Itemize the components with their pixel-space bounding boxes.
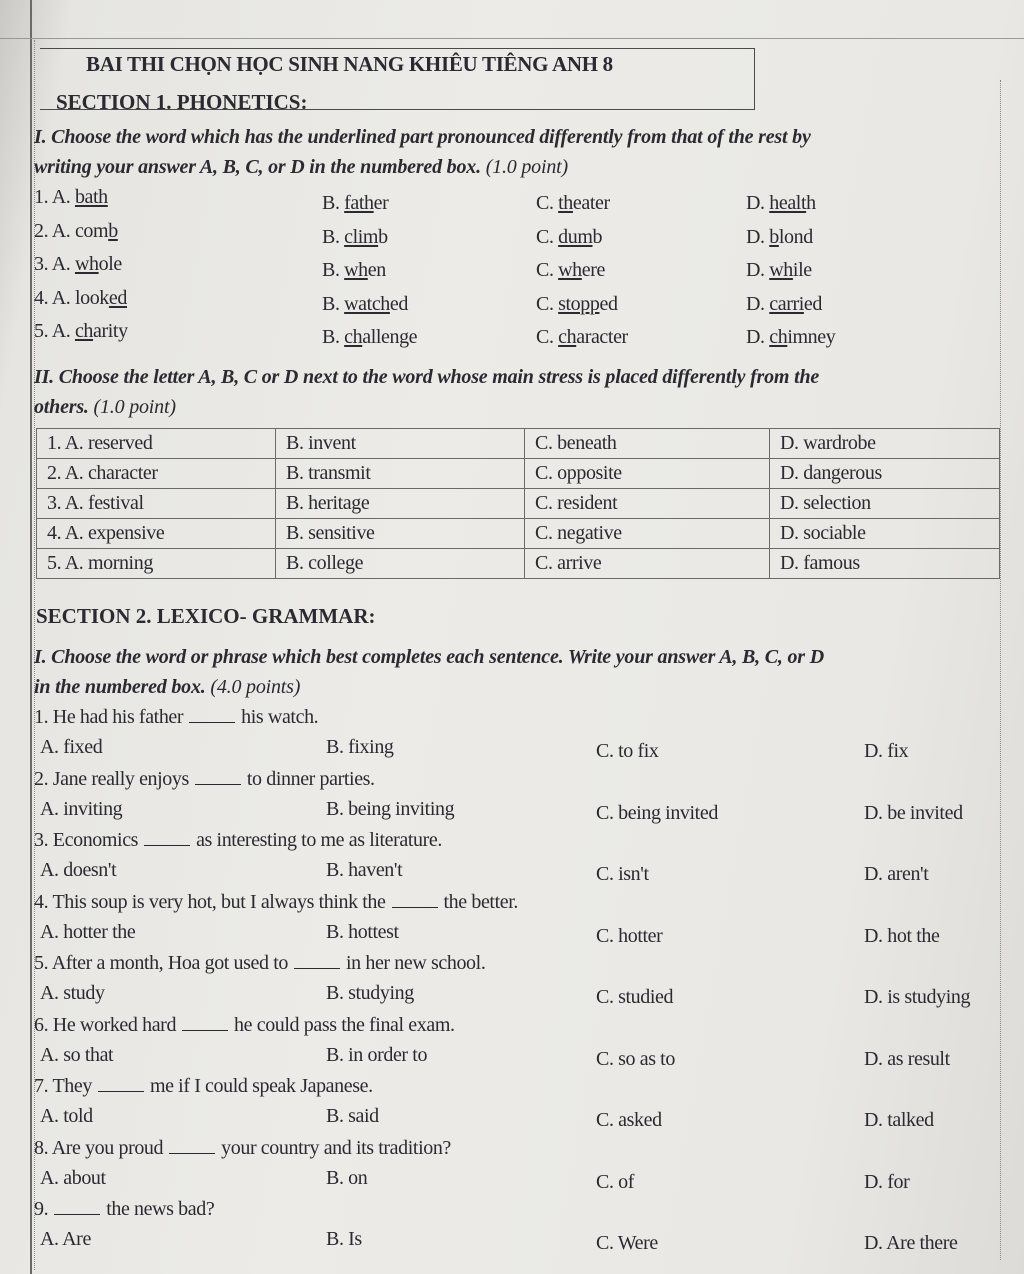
section2-title: SECTION 2. LEXICO- GRAMMAR:: [36, 604, 376, 628]
question-number: 2. A.: [34, 219, 75, 242]
grammar-option: C. of: [596, 1170, 635, 1193]
stress-table: [36, 428, 1000, 579]
grammar-question: [34, 706, 318, 729]
underlined-part: ch: [74, 320, 94, 342]
stress-cell: D. dangerous: [770, 459, 1000, 489]
word-part: B.: [322, 259, 345, 281]
answer-blank: [294, 952, 340, 969]
phonetics-option-a: [34, 220, 118, 243]
option-word: [322, 259, 386, 281]
stress-cell: B. invent: [276, 429, 525, 459]
question-stem: his watch.: [241, 706, 319, 728]
stress-cell: C. resident: [525, 489, 770, 519]
phonetics-option-a: [34, 320, 128, 343]
grammar-option: A. doesn't: [40, 859, 117, 881]
stress-cell: B. college: [276, 549, 525, 579]
points-label: (1.0 point): [93, 396, 176, 418]
stress-cell: 3. A. festival: [37, 489, 276, 519]
question-stem: the better.: [443, 890, 518, 913]
grammar-question: [34, 829, 442, 852]
question-stem: 7. They: [34, 1075, 92, 1097]
stress-cell: 5. A. morning: [37, 549, 276, 579]
option-word: [322, 192, 388, 214]
word-part: h: [806, 192, 816, 214]
grammar-option: A. study: [40, 982, 105, 1004]
stress-cell: 4. A. expensive: [37, 519, 276, 549]
grammar-option: A. fixed: [40, 736, 103, 758]
word-part: D.: [746, 225, 770, 248]
grammar-question: [34, 768, 375, 791]
word-part: ole: [98, 253, 122, 275]
word-part: ile: [792, 259, 812, 281]
stress-cell: D. sociable: [770, 519, 1000, 549]
section2-part1-instruction-line2: [34, 676, 300, 699]
question-number: 3. A.: [34, 253, 75, 275]
grammar-option: B. studying: [326, 982, 414, 1004]
question-stem: 2. Jane really enjoys: [34, 767, 189, 790]
grammar-option: A. told: [40, 1105, 93, 1127]
word-part: ed: [803, 292, 822, 315]
question-stem: your country and its tradition?: [221, 1136, 451, 1159]
phonetics-option-c: [536, 259, 605, 282]
question-stem: 5. After a month, Hoa got used to: [34, 952, 288, 974]
underlined-part: ch: [344, 326, 363, 348]
phonetics-option-b: [322, 192, 388, 215]
grammar-option: D. hot the: [864, 924, 940, 947]
word-part: D.: [746, 192, 770, 214]
stress-cell: D. famous: [770, 549, 1000, 579]
question-stem: 4. This soup is very hot, but I always think the: [34, 890, 386, 913]
grammar-option: B. Is: [326, 1228, 362, 1250]
grammar-option: D. Are there: [864, 1232, 958, 1254]
word-part: ed: [599, 292, 618, 315]
grammar-question: [34, 1137, 451, 1160]
phonetics-option-d: [746, 226, 813, 249]
grammar-option: A. about: [40, 1166, 106, 1189]
answer-blank: [392, 891, 438, 908]
question-stem: as interesting to me as literature.: [196, 829, 442, 851]
grammar-option: C. hotter: [596, 924, 663, 947]
option-word: [75, 287, 127, 309]
underlined-part: b: [108, 219, 118, 242]
grammar-option: D. as result: [864, 1047, 950, 1070]
word-part: allenge: [362, 326, 418, 348]
phonetics-option-d: [746, 293, 822, 316]
grammar-option: B. on: [326, 1166, 368, 1189]
phonetics-option-b: [322, 293, 408, 316]
word-part: B.: [322, 225, 345, 248]
phonetics-option-c: [536, 226, 602, 249]
underlined-part: stopp: [558, 292, 600, 315]
right-dotted-border: [1000, 80, 1001, 1260]
word-part: b: [378, 225, 388, 248]
underlined-part: wh: [558, 259, 582, 281]
grammar-option: A. Are: [40, 1228, 91, 1250]
stress-cell: C. negative: [525, 519, 770, 549]
section1-title: SECTION 1. PHONETICS:: [56, 90, 308, 114]
instruction-text: writing your answer A, B, C, or D in the numbered box.: [34, 156, 481, 178]
grammar-question: [34, 1198, 214, 1221]
grammar-question: [34, 891, 518, 914]
grammar-option: D. be invited: [864, 801, 963, 824]
option-word: [536, 192, 610, 214]
underlined-part: bath: [74, 186, 108, 208]
answer-blank: [169, 1137, 215, 1154]
grammar-option: B. in order to: [326, 1043, 428, 1066]
phonetics-option-a: [34, 253, 122, 276]
underlined-part: wh: [74, 253, 99, 275]
word-part: look: [74, 286, 109, 309]
word-part: C.: [536, 259, 559, 281]
underlined-part: wh: [769, 259, 793, 281]
option-word: [536, 259, 605, 281]
stress-row: [37, 429, 1000, 459]
word-part: arity: [93, 320, 128, 342]
top-rule: [0, 38, 1024, 39]
word-part: B.: [322, 326, 345, 348]
underlined-part: clim: [344, 225, 379, 248]
underlined-part: wh: [344, 259, 368, 281]
underlined-part: carri: [769, 292, 804, 315]
grammar-option: C. so as to: [596, 1047, 675, 1070]
instruction-text: others.: [34, 396, 89, 418]
word-part: b: [592, 225, 603, 248]
grammar-option: B. fixing: [326, 736, 394, 758]
word-part: lond: [778, 225, 813, 248]
grammar-option: B. said: [326, 1105, 379, 1127]
word-part: D.: [746, 326, 770, 348]
stress-cell: B. sensitive: [276, 519, 525, 549]
answer-blank: [144, 829, 190, 846]
answer-blank: [189, 706, 235, 723]
option-word: [746, 226, 813, 248]
grammar-option: B. haven't: [326, 859, 403, 881]
exam-title: BAI THI CHỌN HỌC SINH NANG KHIÊU TIÊNG ANH 8: [86, 52, 613, 76]
word-part: C.: [536, 225, 559, 248]
points-label: (1.0 point): [485, 156, 568, 178]
stress-cell: C. beneath: [525, 429, 770, 459]
grammar-option: C. studied: [596, 986, 674, 1008]
word-part: C.: [536, 326, 559, 348]
phonetics-option-c: [536, 192, 610, 215]
question-stem: me if I could speak Japanese.: [149, 1075, 373, 1097]
underlined-part: th: [558, 192, 573, 214]
word-part: D.: [746, 292, 770, 315]
question-stem: to dinner parties.: [246, 767, 375, 790]
section1-part1-instruction-line2: [34, 156, 568, 179]
question-number: 5. A.: [34, 320, 75, 342]
section1-part2-instruction-line1: II. Choose the letter A, B, C or D next to the word whose main stress is placed differently from the: [34, 366, 820, 388]
option-word: [75, 253, 122, 275]
stress-cell: 1. A. reserved: [37, 429, 276, 459]
underlined-part: b: [769, 225, 779, 248]
underlined-part: ch: [769, 326, 788, 348]
phonetics-option-d: [746, 326, 835, 349]
instruction-text: in the numbered box.: [34, 676, 206, 698]
stress-cell: D. selection: [770, 489, 1000, 519]
grammar-option: C. to fix: [596, 740, 659, 762]
option-word: [746, 259, 812, 281]
option-word: [75, 220, 118, 242]
underlined-part: fath: [344, 192, 374, 214]
grammar-option: D. fix: [864, 740, 909, 762]
underlined-part: dum: [558, 225, 593, 248]
grammar-question: [34, 1075, 373, 1098]
option-word: [322, 226, 388, 248]
question-number: 4. A.: [34, 286, 75, 309]
stress-cell: C. arrive: [525, 549, 770, 579]
phonetics-option-a: [34, 287, 127, 310]
stress-cell: D. wardrobe: [770, 429, 1000, 459]
grammar-option: B. hottest: [326, 920, 399, 943]
stress-row: [37, 459, 1000, 489]
stress-cell: B. transmit: [276, 459, 525, 489]
question-stem: 9.: [34, 1198, 49, 1220]
word-part: aracter: [576, 326, 628, 348]
grammar-option: C. asked: [596, 1109, 662, 1131]
stress-row: [37, 489, 1000, 519]
grammar-option: D. for: [864, 1170, 910, 1193]
word-part: C.: [536, 292, 559, 315]
phonetics-option-b: [322, 326, 417, 349]
underlined-part: healt: [769, 192, 807, 214]
phonetics-option-d: [746, 192, 816, 215]
grammar-option: A. so that: [40, 1043, 114, 1066]
word-part: er: [373, 192, 389, 214]
word-part: B.: [322, 292, 345, 315]
question-stem: he could pass the final exam.: [234, 1013, 455, 1036]
question-stem: 6. He worked hard: [34, 1013, 177, 1036]
word-part: ere: [581, 259, 606, 281]
grammar-option: C. isn't: [596, 863, 649, 885]
margin-line: [30, 0, 32, 1274]
option-word: [536, 226, 602, 248]
phonetics-option-a: [34, 186, 108, 209]
option-word: [536, 293, 618, 315]
question-stem: 3. Economics: [34, 829, 139, 851]
phonetics-option-b: [322, 259, 386, 282]
grammar-option: C. Were: [596, 1232, 658, 1254]
grammar-option: D. is studying: [864, 986, 971, 1008]
answer-blank: [195, 768, 241, 785]
grammar-option: A. hotter the: [40, 920, 136, 943]
word-part: ed: [389, 292, 408, 315]
answer-blank: [182, 1014, 228, 1031]
question-stem: in her new school.: [345, 952, 486, 974]
option-word: [746, 293, 822, 315]
word-part: C.: [536, 192, 559, 214]
section2-part1-instruction-line1: I. Choose the word or phrase which best completes each sentence. Write your answer A, B, C, or D: [34, 646, 824, 668]
phonetics-option-c: [536, 326, 628, 349]
option-word: [75, 320, 128, 342]
grammar-option: A. inviting: [40, 797, 123, 820]
word-part: B.: [322, 192, 345, 214]
option-word: [536, 326, 628, 348]
grammar-question: [34, 1014, 455, 1037]
phonetics-option-c: [536, 293, 618, 316]
stress-cell: 2. A. character: [37, 459, 276, 489]
grammar-option: B. being inviting: [326, 797, 455, 820]
word-part: D.: [746, 259, 770, 281]
question-number: 1. A.: [34, 186, 75, 208]
phonetics-option-d: [746, 259, 812, 282]
answer-blank: [54, 1198, 100, 1215]
section1-part1-instruction-line1: I. Choose the word which has the underlined part pronounced differently from that of the rest by: [34, 126, 811, 148]
option-word: [746, 192, 816, 214]
underlined-part: watch: [344, 292, 390, 315]
section1-part2-instruction-line2: [34, 396, 176, 419]
option-word: [75, 186, 108, 208]
answer-blank: [98, 1075, 144, 1092]
stress-row: [37, 549, 1000, 579]
underlined-part: ch: [558, 326, 577, 348]
word-part: en: [367, 259, 386, 281]
option-word: [746, 326, 835, 348]
points-label: (4.0 points): [210, 676, 301, 698]
stress-cell: C. opposite: [525, 459, 770, 489]
option-word: [322, 326, 417, 348]
phonetics-option-b: [322, 226, 388, 249]
grammar-option: D. aren't: [864, 863, 929, 885]
grammar-option: C. being invited: [596, 801, 718, 824]
stress-cell: B. heritage: [276, 489, 525, 519]
question-stem: 1. He had his father: [34, 706, 184, 728]
grammar-question: [34, 952, 485, 975]
underlined-part: ed: [108, 286, 127, 309]
grammar-option: D. talked: [864, 1109, 934, 1131]
stress-row: [37, 519, 1000, 549]
word-part: com: [74, 219, 109, 242]
question-stem: 8. Are you proud: [34, 1136, 164, 1159]
word-part: imney: [787, 326, 836, 348]
question-stem: the news bad?: [106, 1198, 215, 1220]
word-part: eater: [572, 192, 610, 214]
option-word: [322, 293, 408, 315]
